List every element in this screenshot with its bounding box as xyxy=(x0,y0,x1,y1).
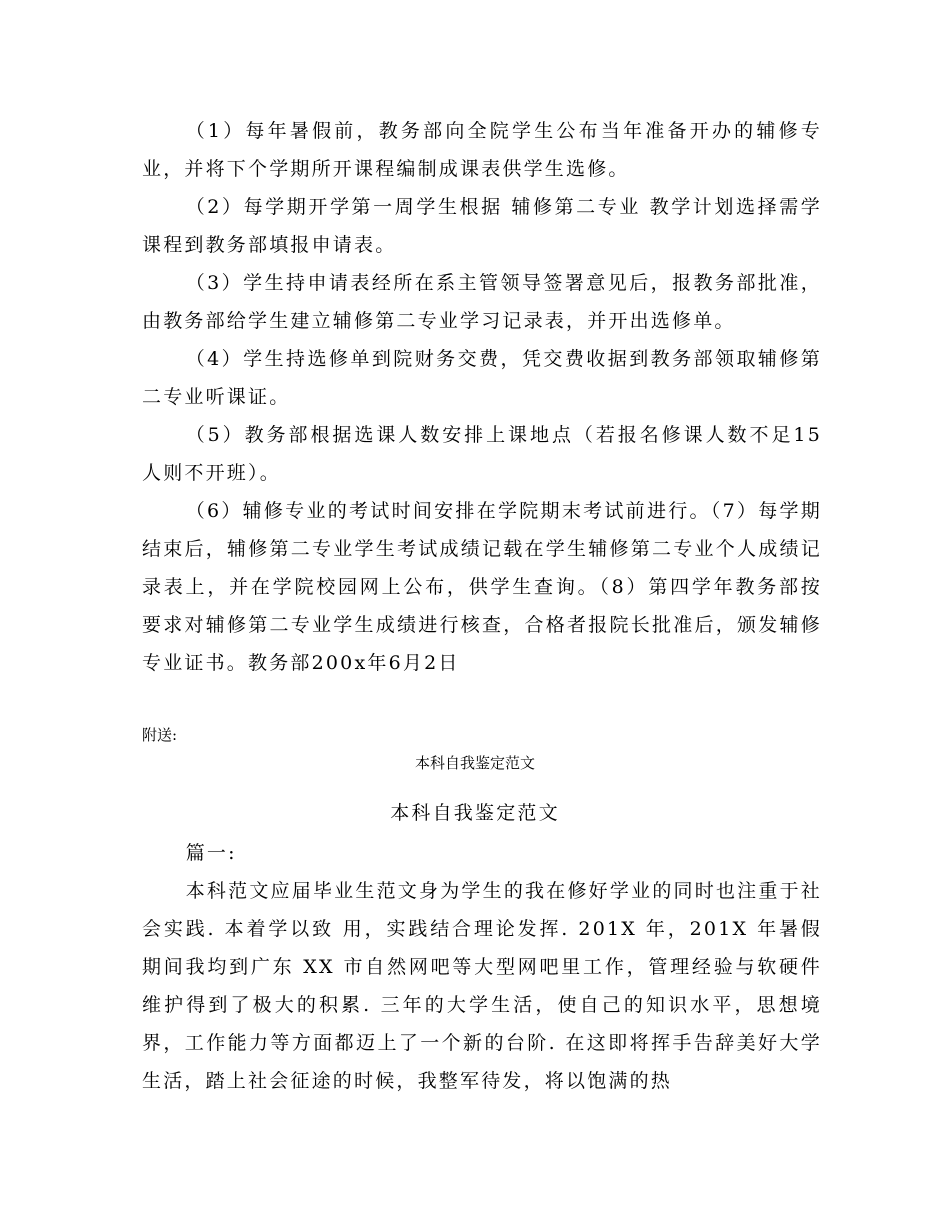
rule-paragraph-1: （1）每年暑假前，教务部向全院学生公布当年准备开办的辅修专业，并将下个学期所开课程编制成课表供学生选修。 xyxy=(142,120,822,180)
rule-paragraph-3: （3）学生持申请表经所在系主管领导签署意见后，报教务部批准，由教务部给学生建立辅修第二专业学习记录表，并开出选修单。 xyxy=(142,272,822,332)
rule-paragraph-4: （4）学生持选修单到院财务交费，凭交费收据到教务部领取辅修第二专业听课证。 xyxy=(142,348,822,408)
main-title: 本科自我鉴定范文 xyxy=(390,802,560,824)
annex-label: 附送: xyxy=(142,726,178,744)
rule-paragraph-6: （6）辅修专业的考试时间安排在学院期末考试前进行。（7）每学期结束后，辅修第二专业学生考试成绩记载在学生辅修第二专业个人成绩记录表上，并在学院校园网上公布，供学生查询。（8）第四学年教务部按要求对辅修第二专业学生成绩进行核查，合格者报院长批准后，颁发辅修专业证书。教务部200x年6月2日 xyxy=(142,500,822,674)
essay-body: 本科范文应届毕业生范文身为学生的我在修好学业的同时也注重于社会实践. 本着学以致 用，实践结合理论发挥. 201X 年，201X 年暑假期间我均到广东 XX 市自然网吧等大型网吧里工作，管理经验与软硬件维护得到了极大的积累. 三年的大学生活，使自己的知识水平，思想境界，工作能力等方面都迈上了一个新的台阶. 在这即将挥手告辞美好大学生活，踏上社会征途的时候，我整军待发，将以饱满的热 xyxy=(142,880,822,1092)
rule-paragraph-5: （5）教务部根据选课人数安排上课地点（若报名修课人数不足15人则不开班）。 xyxy=(142,424,822,484)
essay-part-label: 篇一: xyxy=(185,842,237,864)
rule-paragraph-2: （2）每学期开学第一周学生根据 辅修第二专业 教学计划选择需学课程到教务部填报申请表。 xyxy=(142,196,822,256)
essay-section xyxy=(142,834,822,1100)
small-title: 本科自我鉴定范文 xyxy=(414,754,535,772)
rules-section xyxy=(142,112,822,682)
